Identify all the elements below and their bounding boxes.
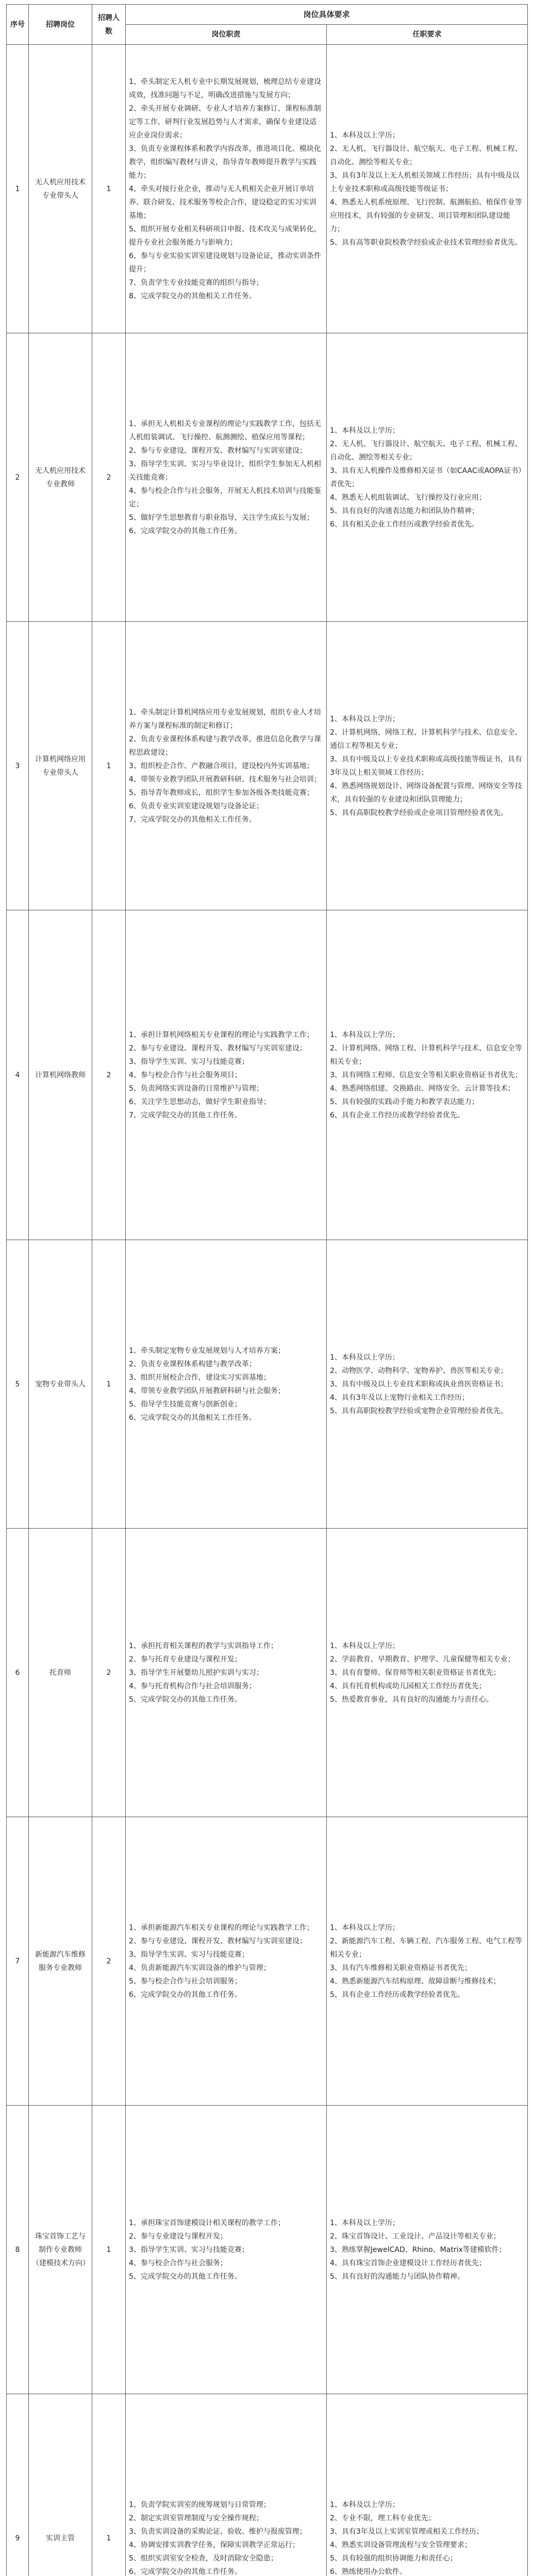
requirement-line: 6、具有相关企业工作经历或教学经验者优先。 — [330, 520, 479, 529]
table-row — [7, 45, 528, 333]
requirement-line: 1、本科及以上学历； — [330, 715, 399, 723]
duty-line: 4、协调安排实训教学任务，保障实训教学正常运行； — [129, 2540, 299, 2549]
duty-line: 2、参与专业建设、课程开发、教材编写与实训室建设； — [129, 1937, 307, 1945]
duty-line: 2、参与专业建设、课程开发、教材编写与实训室建设； — [129, 1044, 307, 1053]
duty-line: 2、参与专业建设、课程开发、教材编写与实训室建设； — [129, 446, 307, 455]
header-requirements: 任职要求 — [327, 25, 528, 45]
duty-line: 1、牵头制定计算机网络应用专业发展规划，组织专业人才培养方案与课程标准的制定和修订； — [129, 708, 321, 730]
duty-line: 2、参与托育专业建设与课程开发； — [129, 1655, 242, 1664]
duty-line: 1、承担计算机网络相关专业课程的理论与实践教学工作； — [129, 1030, 314, 1039]
row-number: 8 — [7, 2106, 29, 2394]
row-requirements — [327, 1240, 528, 1529]
row-duties — [126, 1529, 327, 1817]
duty-line: 6、负责专业实训室建设规划与设备论证； — [129, 802, 263, 810]
duty-line: 1、牵头制定宠物专业发展规划与人才培养方案； — [129, 1346, 285, 1355]
requirement-line: 2、无人机、飞行器设计、航空航天、电子工程、机械工程、自动化、测绘等相关专业； — [330, 144, 522, 166]
requirement-line: 1、本科及以上学历； — [330, 1641, 399, 1650]
duty-line: 5、参与校企合作与社会培训服务； — [129, 1977, 242, 1986]
duty-line: 7、负责学生专业技能竞赛的组织与指导； — [129, 278, 263, 287]
row-duties — [126, 2106, 327, 2394]
duty-line: 3、指导学生实训、实习与技能竞赛； — [129, 1950, 249, 1959]
requirement-line: 3、熟练掌握JewelCAD、Rhino、Matrix等建模软件； — [330, 2245, 506, 2254]
table-row — [7, 2106, 528, 2394]
table-row — [7, 910, 528, 1240]
row-post: 新能源汽车维修服务专业教师 — [29, 1817, 92, 2106]
requirement-line: 2、新能源汽车工程、车辆工程、汽车服务工程、电气工程等相关专业； — [330, 1937, 522, 1959]
duty-line: 6、完成学院交办的其他相关工作任务。 — [129, 1413, 256, 1422]
requirement-line: 4、熟悉无人机系统原理、飞行控制、航测航拍、植保作业等应用技术，具有较强的专业研发、项目管理和团队建设能力； — [330, 198, 522, 233]
row-requirements — [327, 622, 528, 910]
row-post: 无人机应用技术专业带头人 — [29, 45, 92, 333]
row-count: 1 — [92, 622, 126, 910]
requirement-line: 5、具有良好的沟通表达能力和团队协作精神； — [330, 506, 479, 515]
duty-line: 4、带领专业教学团队开展教研科研与社会服务； — [129, 1386, 285, 1395]
duty-line: 2、牵头开展专业调研、专业人才培养方案修订、课程标准制定等工作，研判行业发展趋势与人才需求，确保专业建设适应企业岗位需求； — [129, 104, 321, 140]
duty-line: 3、指导学生实训、实习与技能竞赛； — [129, 1057, 249, 1066]
header-duties: 岗位职责 — [126, 25, 327, 45]
row-count: 2 — [92, 1817, 126, 2106]
table-header-row — [7, 5, 528, 25]
row-post: 托育师 — [29, 1529, 92, 1817]
duty-line: 1、承担珠宝首饰建模设计相关课程的教学工作； — [129, 2218, 285, 2227]
duty-line: 4、参与托育机构合作与社会培训服务； — [129, 1682, 256, 1690]
requirement-line: 5、具有良好的沟通能力与团队协作精神。 — [330, 2272, 464, 2281]
requirement-line: 5、热爱教育事业，具有良好的沟通能力与责任心。 — [330, 1695, 493, 1704]
duty-line: 5、指导青年教师成长，组织学生参加各级各类技能竞赛； — [129, 788, 314, 797]
row-post: 宠物专业带头人 — [29, 1240, 92, 1529]
duty-line: 3、组织开展校企合作，建设实习实训基地； — [129, 1373, 271, 1382]
requirement-line: 3、具有无人机操作及维修相关证书（如CAAC或AOPA证书）者优先； — [330, 466, 522, 488]
header-group-title: 岗位具体要求 — [126, 5, 528, 25]
row-post: 无人机应用技术专业教师 — [29, 333, 92, 622]
requirement-line: 3、具有3年及以上无人机相关领域工作经历；具有中级及以上专业技术职称或高级技能等级证书； — [330, 171, 520, 193]
duty-line: 3、负责实训设备的采购论证、验收、维护与报废管理； — [129, 2527, 307, 2536]
table-row — [7, 2394, 528, 2576]
duty-line: 5、完成学院交办的其他工作任务。 — [129, 2272, 242, 2281]
duty-line: 5、负责网络实训设备的日常维护与管理； — [129, 1084, 263, 1093]
duty-line: 1、承担新能源汽车相关专业课程的理论与实践教学工作； — [129, 1923, 314, 1932]
requirement-line: 1、本科及以上学历； — [330, 1030, 399, 1039]
duty-line: 1、负责学院实训室的统筹规划与日常管理； — [129, 2500, 271, 2509]
row-count: 1 — [92, 2394, 126, 2576]
row-requirements — [327, 45, 528, 333]
duty-line: 3、指导学生开展婴幼儿照护实训与实习； — [129, 1668, 263, 1677]
requirement-line: 2、无人机、飞行器设计、航空航天、电子工程、机械工程、自动化、测绘等相关专业； — [330, 439, 522, 462]
row-number: 4 — [7, 910, 29, 1240]
duty-line: 5、组织开展专业相关科研项目申报、技术攻关与成果转化，提升专业社会服务能力与影响力； — [129, 225, 321, 247]
duty-line: 6、参与专业实验实训室建设规划与设备论证，推动实训条件提升； — [129, 251, 321, 274]
duty-line: 5、指导学生技能竞赛与创新创业； — [129, 1400, 242, 1409]
row-requirements — [327, 910, 528, 1240]
duty-line: 4、参与校企合作与社会服务，开展无人机技术培训与技能鉴定； — [129, 486, 321, 509]
header-count: 招聘人数 — [92, 5, 126, 45]
table-row — [7, 1240, 528, 1529]
requirement-line: 4、具有托育机构或幼儿园相关工作经历者优先； — [330, 1682, 486, 1690]
row-count: 2 — [92, 1529, 126, 1817]
requirement-line: 5、具有高职院校教学经验或企业项目管理经验者优先。 — [330, 808, 508, 817]
duty-line: 4、带领专业教学团队开展教研科研、技术服务与社会培训； — [129, 775, 321, 784]
requirement-line: 1、本科及以上学历； — [330, 2218, 399, 2227]
row-count: 2 — [92, 910, 126, 1240]
requirement-line: 4、熟悉网络组建、交换路由、网络安全、云计算等技术； — [330, 1084, 515, 1093]
requirement-line: 4、具有3年及以上宠物行业相关工作经历； — [330, 1393, 469, 1402]
duty-line: 3、指导学生实训、实习与技能竞赛； — [129, 2245, 249, 2254]
requirement-line: 1、本科及以上学历； — [330, 1353, 399, 1362]
row-number: 3 — [7, 622, 29, 910]
duty-line: 7、完成学院交办的其他相关工作任务。 — [129, 815, 256, 824]
row-duties — [126, 622, 327, 910]
table-row — [7, 1817, 528, 2106]
table-row — [7, 1529, 528, 1817]
row-number: 5 — [7, 1240, 29, 1529]
duty-line: 6、完成学院交办的其他工作任务。 — [129, 527, 242, 535]
row-requirements — [327, 2106, 528, 2394]
row-number: 2 — [7, 333, 29, 622]
requirement-line: 4、熟悉网络规划设计、网络设备配置与管理、网络安全等技术，具有较强的专业建设和团队管理能力； — [330, 782, 522, 804]
header-post: 招聘岗位 — [29, 5, 92, 45]
duty-line: 3、负责专业课程体系和教学内容改革，推进项目化、模块化教学，组织编写教材与讲义，指导青年教师提升教学与实践能力； — [129, 144, 321, 180]
duty-line: 4、参与校企合作与社会服务项目； — [129, 1071, 242, 1079]
duty-line: 5、做好学生思想教育与职业指导，关注学生成长与发展； — [129, 513, 314, 522]
job-requirements-table — [6, 4, 528, 2576]
requirement-line: 1、本科及以上学历； — [330, 131, 399, 140]
requirement-line: 5、具有高职院校教学经验或宠物企业管理经验者优先。 — [330, 1406, 508, 1415]
requirement-line: 5、具有高等职业院校教学经验或企业技术管理经验者优先。 — [330, 238, 522, 247]
duty-line: 4、牵头对接行业企业，推动与无人机相关企业开展订单培养、联合研发、技术服务等校企合作，建设稳定的实习实训基地； — [129, 184, 316, 220]
requirement-line: 4、具有珠宝首饰企业建模设计工作经历者优先； — [330, 2259, 486, 2267]
duty-line: 2、负责专业课程体系构建与教学改革，推进信息化教学与课程思政建设； — [129, 735, 321, 757]
row-number: 7 — [7, 1817, 29, 2106]
requirement-line: 6、具有企业工作经历或教学经验者优先。 — [330, 1111, 464, 1120]
header-no: 序号 — [7, 5, 29, 45]
requirement-line: 3、具有育婴师、保育师等相关职业资格证书者优先； — [330, 1668, 500, 1677]
requirement-line: 2、学前教育、早期教育、护理学、儿童保健等相关专业； — [330, 1655, 515, 1664]
duty-line: 5、完成学院交办的其他工作任务。 — [129, 1695, 242, 1704]
duty-line: 4、负责新能源汽车实训设备的维护与管理； — [129, 1963, 271, 1972]
requirement-line: 4、熟悉实训设备管理流程与安全管理要求； — [330, 2540, 472, 2549]
requirement-line: 1、本科及以上学历； — [330, 2500, 399, 2509]
requirement-line: 4、熟悉新能源汽车结构原理、故障诊断与维修技术； — [330, 1977, 500, 1986]
requirement-line: 3、具有3年及以上实训室管理或相关工作经历； — [330, 2527, 483, 2536]
requirement-line: 1、本科及以上学历； — [330, 1923, 399, 1932]
requirement-line: 5、具有较强的实践动手能力和教学表达能力； — [330, 1097, 479, 1106]
requirement-line: 6、熟练使用办公软件。 — [330, 2567, 407, 2576]
row-post: 计算机网络教师 — [29, 910, 92, 1240]
duty-line: 7、完成学院交办的其他工作任务。 — [129, 1111, 242, 1120]
duty-line: 3、指导学生实训、实习与毕业设计，组织学生参加无人机相关技能竞赛； — [129, 460, 321, 482]
row-duties — [126, 333, 327, 622]
requirement-line: 4、熟悉无人机组装调试、飞行操控及行业应用； — [330, 493, 486, 502]
row-requirements — [327, 333, 528, 622]
duty-line: 5、组织实训室安全检查，及时消除安全隐患； — [129, 2554, 278, 2563]
duty-line: 6、关注学生思想动态，做好学生职业指导； — [129, 1097, 271, 1106]
requirement-line: 3、具有中级及以上专业技术职称或执业兽医资格证书； — [330, 1380, 508, 1388]
requirement-line: 2、专业不限，理工科专业优先； — [330, 2514, 436, 2522]
row-count: 1 — [92, 45, 126, 333]
requirement-line: 2、珠宝首饰设计、工业设计、产品设计等相关专业； — [330, 2232, 500, 2241]
requirement-line: 5、具有较强的组织协调能力和责任心； — [330, 2554, 457, 2563]
duty-line: 6、完成学院交办的其他工作任务。 — [129, 1990, 242, 1999]
duty-line: 1、牵头制定无人机专业中长期发展规划，梳理总结专业建设成效，找准问题与不足，明确改进措施与发展方向； — [129, 77, 321, 99]
duty-line: 2、参与专业建设与课程开发； — [129, 2232, 227, 2241]
row-number: 6 — [7, 1529, 29, 1817]
duty-line: 6、完成学院交办的其他工作任务。 — [129, 2567, 242, 2576]
row-requirements — [327, 1529, 528, 1817]
row-post: 计算机网络应用专业带头人 — [29, 622, 92, 910]
duty-line: 1、承担托育相关课程的教学与实训指导工作； — [129, 1641, 278, 1650]
requirement-line: 1、本科及以上学历； — [330, 426, 399, 435]
row-duties — [126, 2394, 327, 2576]
duty-line: 8、完成学院交办的其他相关工作任务。 — [129, 292, 256, 300]
row-duties — [126, 910, 327, 1240]
row-count: 2 — [92, 333, 126, 622]
row-duties — [126, 1240, 327, 1529]
duty-line: 2、负责专业课程体系构建与教学改革； — [129, 1360, 256, 1368]
row-number: 9 — [7, 2394, 29, 2576]
duty-line: 4、参与校企合作与社会服务； — [129, 2259, 227, 2267]
requirement-line: 3、具有汽车维修相关职业资格证书者优先； — [330, 1963, 472, 1972]
requirement-line: 3、具有网络工程师、信息安全等相关职业资格证书者优先； — [330, 1071, 522, 1079]
row-requirements — [327, 1817, 528, 2106]
row-number: 1 — [7, 45, 29, 333]
row-duties — [126, 45, 327, 333]
table-body — [7, 45, 528, 2576]
row-count: 1 — [92, 1240, 126, 1529]
duty-line: 1、承担无人机相关专业课程的理论与实践教学工作，包括无人机组装调试、飞行操控、航测测绘、植保应用等课程； — [129, 419, 321, 442]
row-duties — [126, 1817, 327, 2106]
row-requirements — [327, 2394, 528, 2576]
requirement-line: 5、具有企业工作经历或教学经验者优先。 — [330, 1990, 464, 1999]
duty-line: 2、制定实训室管理制度与安全操作规程； — [129, 2514, 263, 2522]
requirement-line: 2、计算机网络、网络工程、计算机科学与技术、信息安全、通信工程等相关专业； — [330, 728, 522, 750]
requirement-line: 2、计算机网络、网络工程、计算机科学与技术、信息安全等相关专业； — [330, 1044, 522, 1066]
row-post: 实训主管 — [29, 2394, 92, 2576]
recruitment-document — [6, 4, 528, 2576]
requirement-line: 2、动物医学、动物科学、宠物养护、兽医等相关专业； — [330, 1366, 508, 1375]
table-row — [7, 622, 528, 910]
table-row — [7, 333, 528, 622]
requirement-line: 3、具有中级及以上专业技术职称或高级技能等级证书，具有3年及以上相关领域工作经历； — [330, 755, 522, 777]
row-count: 1 — [92, 2106, 126, 2394]
row-post: 珠宝首饰工艺与制作专业教师（建模技术方向） — [29, 2106, 92, 2394]
duty-line: 3、组织校企合作、产教融合项目，建设校内外实训基地； — [129, 761, 314, 770]
